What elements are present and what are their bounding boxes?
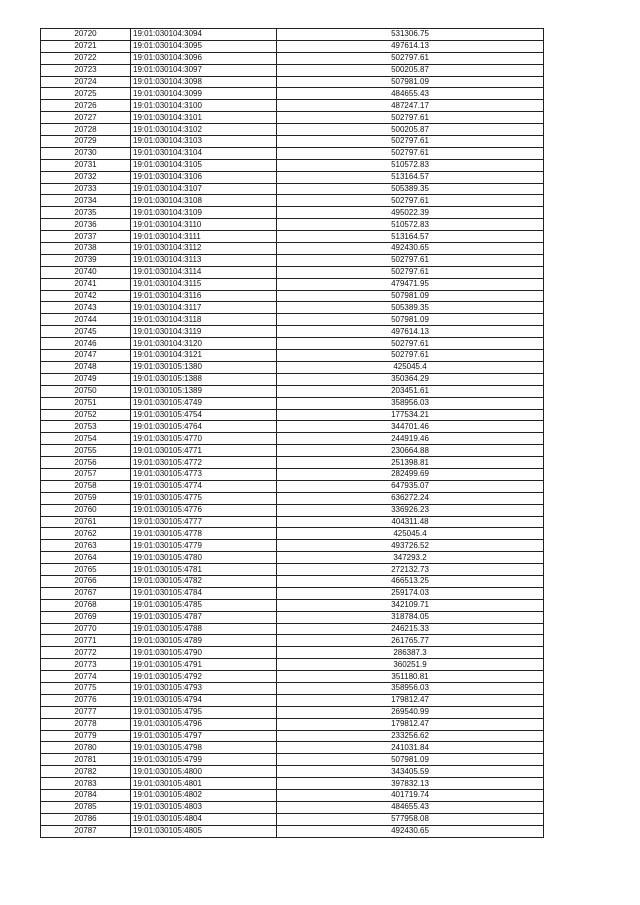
cadastral-value-cell: 502797.61 (277, 254, 544, 266)
cadastral-number-cell: 19:01:030105:4800 (131, 766, 277, 778)
cadastral-value-cell: 497614.13 (277, 40, 544, 52)
cadastral-value-cell: 286387.3 (277, 647, 544, 659)
cadastral-value-cell: 577958.08 (277, 813, 544, 825)
row-number-cell: 20772 (41, 647, 131, 659)
cadastral-value-cell: 531306.75 (277, 29, 544, 41)
cadastral-value-cell: 502797.61 (277, 52, 544, 64)
row-number-cell: 20723 (41, 64, 131, 76)
cadastral-value-cell: 259174.03 (277, 587, 544, 599)
table-row (41, 361, 544, 373)
table-row (41, 231, 544, 243)
cadastral-number-cell: 19:01:030105:4799 (131, 754, 277, 766)
row-number-cell: 20747 (41, 350, 131, 362)
row-number-cell: 20735 (41, 207, 131, 219)
cadastral-number-cell: 19:01:030104:3118 (131, 314, 277, 326)
row-number-cell: 20786 (41, 813, 131, 825)
table-row (41, 338, 544, 350)
table-body (41, 29, 544, 838)
table-row (41, 112, 544, 124)
table-row (41, 659, 544, 671)
cadastral-value-cell: 343405.59 (277, 766, 544, 778)
cadastral-number-cell: 19:01:030105:4790 (131, 647, 277, 659)
cadastral-number-cell: 19:01:030105:4784 (131, 587, 277, 599)
row-number-cell: 20774 (41, 671, 131, 683)
row-number-cell: 20779 (41, 730, 131, 742)
cadastral-value-cell: 493726.52 (277, 540, 544, 552)
cadastral-value-cell: 350364.29 (277, 373, 544, 385)
row-number-cell: 20775 (41, 682, 131, 694)
cadastral-value-cell: 344701.46 (277, 421, 544, 433)
table-row (41, 76, 544, 88)
cadastral-value-cell: 272132.73 (277, 564, 544, 576)
cadastral-value-cell: 505389.35 (277, 302, 544, 314)
table-row (41, 647, 544, 659)
row-number-cell: 20756 (41, 457, 131, 469)
cadastral-value-cell: 244919.46 (277, 433, 544, 445)
table-row (41, 742, 544, 754)
table-row (41, 350, 544, 362)
cadastral-value-cell: 500205.87 (277, 64, 544, 76)
table-row (41, 254, 544, 266)
row-number-cell: 20745 (41, 326, 131, 338)
cadastral-number-cell: 19:01:030104:3102 (131, 124, 277, 136)
cadastral-value-cell: 233256.62 (277, 730, 544, 742)
cadastral-value-cell: 502797.61 (277, 266, 544, 278)
row-number-cell: 20771 (41, 635, 131, 647)
cadastral-number-cell: 19:01:030104:3117 (131, 302, 277, 314)
table-row (41, 504, 544, 516)
cadastral-value-cell: 507981.09 (277, 76, 544, 88)
table-row (41, 29, 544, 41)
cadastral-value-cell: 351180.81 (277, 671, 544, 683)
cadastral-value-cell: 497614.13 (277, 326, 544, 338)
row-number-cell: 20760 (41, 504, 131, 516)
cadastral-number-cell: 19:01:030104:3106 (131, 171, 277, 183)
cadastral-number-cell: 19:01:030105:4794 (131, 694, 277, 706)
cadastral-value-table (40, 28, 544, 838)
cadastral-number-cell: 19:01:030105:4796 (131, 718, 277, 730)
table-row (41, 813, 544, 825)
cadastral-value-cell: 487247.17 (277, 100, 544, 112)
row-number-cell: 20764 (41, 552, 131, 564)
cadastral-value-cell: 342109.71 (277, 599, 544, 611)
cadastral-number-cell: 19:01:030104:3109 (131, 207, 277, 219)
row-number-cell: 20784 (41, 790, 131, 802)
cadastral-number-cell: 19:01:030104:3097 (131, 64, 277, 76)
cadastral-number-cell: 19:01:030105:1388 (131, 373, 277, 385)
table-row (41, 373, 544, 385)
row-number-cell: 20730 (41, 147, 131, 159)
cadastral-number-cell: 19:01:030105:4791 (131, 659, 277, 671)
cadastral-number-cell: 19:01:030105:4778 (131, 528, 277, 540)
cadastral-value-cell: 282499.69 (277, 468, 544, 480)
row-number-cell: 20731 (41, 159, 131, 171)
row-number-cell: 20783 (41, 778, 131, 790)
cadastral-number-cell: 19:01:030104:3103 (131, 136, 277, 148)
row-number-cell: 20755 (41, 445, 131, 457)
table-row (41, 88, 544, 100)
cadastral-value-cell: 425045.4 (277, 361, 544, 373)
cadastral-number-cell: 19:01:030104:3094 (131, 29, 277, 41)
row-number-cell: 20720 (41, 29, 131, 41)
cadastral-value-cell: 397832.13 (277, 778, 544, 790)
cadastral-number-cell: 19:01:030105:4780 (131, 552, 277, 564)
table-row (41, 445, 544, 457)
cadastral-value-cell: 507981.09 (277, 754, 544, 766)
cadastral-number-cell: 19:01:030105:4774 (131, 480, 277, 492)
cadastral-value-cell: 500205.87 (277, 124, 544, 136)
cadastral-value-cell: 647935.07 (277, 480, 544, 492)
cadastral-number-cell: 19:01:030104:3116 (131, 290, 277, 302)
row-number-cell: 20726 (41, 100, 131, 112)
cadastral-value-cell: 502797.61 (277, 350, 544, 362)
row-number-cell: 20777 (41, 706, 131, 718)
row-number-cell: 20781 (41, 754, 131, 766)
cadastral-number-cell: 19:01:030105:4802 (131, 790, 277, 802)
cadastral-number-cell: 19:01:030105:4781 (131, 564, 277, 576)
row-number-cell: 20776 (41, 694, 131, 706)
table-row (41, 694, 544, 706)
row-number-cell: 20744 (41, 314, 131, 326)
cadastral-value-cell: 492430.65 (277, 243, 544, 255)
cadastral-number-cell: 19:01:030105:4779 (131, 540, 277, 552)
row-number-cell: 20770 (41, 623, 131, 635)
table-row (41, 457, 544, 469)
cadastral-value-cell: 347293.2 (277, 552, 544, 564)
table-row (41, 635, 544, 647)
table-row (41, 599, 544, 611)
cadastral-value-cell: 241031.84 (277, 742, 544, 754)
row-number-cell: 20769 (41, 611, 131, 623)
cadastral-number-cell: 19:01:030104:3119 (131, 326, 277, 338)
table-row (41, 207, 544, 219)
cadastral-number-cell: 19:01:030104:3101 (131, 112, 277, 124)
table-row (41, 790, 544, 802)
table-row (41, 718, 544, 730)
row-number-cell: 20725 (41, 88, 131, 100)
table-row (41, 766, 544, 778)
table-row (41, 219, 544, 231)
row-number-cell: 20782 (41, 766, 131, 778)
row-number-cell: 20768 (41, 599, 131, 611)
table-row (41, 575, 544, 587)
cadastral-value-cell: 246215.33 (277, 623, 544, 635)
row-number-cell: 20721 (41, 40, 131, 52)
cadastral-number-cell: 19:01:030105:4773 (131, 468, 277, 480)
cadastral-value-cell: 502797.61 (277, 112, 544, 124)
row-number-cell: 20758 (41, 480, 131, 492)
cadastral-value-cell: 179812.47 (277, 718, 544, 730)
cadastral-number-cell: 19:01:030105:4771 (131, 445, 277, 457)
cadastral-number-cell: 19:01:030105:4798 (131, 742, 277, 754)
row-number-cell: 20753 (41, 421, 131, 433)
cadastral-number-cell: 19:01:030104:3107 (131, 183, 277, 195)
cadastral-number-cell: 19:01:030105:4793 (131, 682, 277, 694)
table-row (41, 183, 544, 195)
table-row (41, 730, 544, 742)
table-row (41, 290, 544, 302)
cadastral-value-cell: 177534.21 (277, 409, 544, 421)
table-row (41, 825, 544, 837)
cadastral-number-cell: 19:01:030105:4782 (131, 575, 277, 587)
table-row (41, 52, 544, 64)
table-row (41, 564, 544, 576)
table-row (41, 171, 544, 183)
cadastral-value-cell: 495022.39 (277, 207, 544, 219)
row-number-cell: 20743 (41, 302, 131, 314)
table-row (41, 611, 544, 623)
row-number-cell: 20733 (41, 183, 131, 195)
cadastral-number-cell: 19:01:030105:4764 (131, 421, 277, 433)
table-row (41, 528, 544, 540)
cadastral-value-cell: 318784.05 (277, 611, 544, 623)
cadastral-number-cell: 19:01:030105:4801 (131, 778, 277, 790)
cadastral-number-cell: 19:01:030104:3112 (131, 243, 277, 255)
cadastral-number-cell: 19:01:030105:4775 (131, 492, 277, 504)
row-number-cell: 20763 (41, 540, 131, 552)
table-row (41, 468, 544, 480)
cadastral-number-cell: 19:01:030104:3104 (131, 147, 277, 159)
cadastral-value-cell: 401719.74 (277, 790, 544, 802)
table-row (41, 433, 544, 445)
row-number-cell: 20729 (41, 136, 131, 148)
cadastral-number-cell: 19:01:030105:4785 (131, 599, 277, 611)
cadastral-value-cell: 360251.9 (277, 659, 544, 671)
cadastral-number-cell: 19:01:030105:1380 (131, 361, 277, 373)
row-number-cell: 20740 (41, 266, 131, 278)
cadastral-value-cell: 203451.61 (277, 385, 544, 397)
cadastral-number-cell: 19:01:030104:3110 (131, 219, 277, 231)
cadastral-number-cell: 19:01:030105:4787 (131, 611, 277, 623)
cadastral-number-cell: 19:01:030104:3098 (131, 76, 277, 88)
row-number-cell: 20738 (41, 243, 131, 255)
row-number-cell: 20780 (41, 742, 131, 754)
cadastral-number-cell: 19:01:030105:4795 (131, 706, 277, 718)
cadastral-value-cell: 507981.09 (277, 314, 544, 326)
row-number-cell: 20787 (41, 825, 131, 837)
row-number-cell: 20767 (41, 587, 131, 599)
table-row (41, 421, 544, 433)
row-number-cell: 20728 (41, 124, 131, 136)
cadastral-value-cell: 336926.23 (277, 504, 544, 516)
table-row (41, 147, 544, 159)
cadastral-number-cell: 19:01:030104:3099 (131, 88, 277, 100)
row-number-cell: 20778 (41, 718, 131, 730)
cadastral-value-cell: 484655.43 (277, 801, 544, 813)
table-row (41, 195, 544, 207)
cadastral-number-cell: 19:01:030105:4777 (131, 516, 277, 528)
cadastral-value-cell: 261765.77 (277, 635, 544, 647)
table-row (41, 159, 544, 171)
cadastral-number-cell: 19:01:030105:4805 (131, 825, 277, 837)
table-row (41, 623, 544, 635)
cadastral-value-cell: 251398.81 (277, 457, 544, 469)
table-row (41, 682, 544, 694)
cadastral-value-cell: 484655.43 (277, 88, 544, 100)
cadastral-value-cell: 510572.83 (277, 219, 544, 231)
cadastral-value-cell: 479471.95 (277, 278, 544, 290)
cadastral-value-cell: 492430.65 (277, 825, 544, 837)
cadastral-number-cell: 19:01:030104:3121 (131, 350, 277, 362)
cadastral-number-cell: 19:01:030104:3114 (131, 266, 277, 278)
row-number-cell: 20754 (41, 433, 131, 445)
table-row (41, 266, 544, 278)
cadastral-number-cell: 19:01:030104:3120 (131, 338, 277, 350)
cadastral-value-cell: 404311.48 (277, 516, 544, 528)
table-row (41, 136, 544, 148)
cadastral-value-cell: 230664.88 (277, 445, 544, 457)
row-number-cell: 20752 (41, 409, 131, 421)
table-row (41, 587, 544, 599)
table-row (41, 492, 544, 504)
cadastral-value-cell: 502797.61 (277, 195, 544, 207)
cadastral-number-cell: 19:01:030104:3111 (131, 231, 277, 243)
row-number-cell: 20761 (41, 516, 131, 528)
cadastral-number-cell: 19:01:030104:3113 (131, 254, 277, 266)
cadastral-number-cell: 19:01:030104:3100 (131, 100, 277, 112)
cadastral-number-cell: 19:01:030104:3105 (131, 159, 277, 171)
table-row (41, 801, 544, 813)
cadastral-number-cell: 19:01:030104:3115 (131, 278, 277, 290)
table-row (41, 540, 544, 552)
cadastral-number-cell: 19:01:030105:4776 (131, 504, 277, 516)
table-row (41, 671, 544, 683)
row-number-cell: 20724 (41, 76, 131, 88)
row-number-cell: 20759 (41, 492, 131, 504)
row-number-cell: 20736 (41, 219, 131, 231)
row-number-cell: 20785 (41, 801, 131, 813)
row-number-cell: 20727 (41, 112, 131, 124)
table-row (41, 552, 544, 564)
row-number-cell: 20749 (41, 373, 131, 385)
cadastral-number-cell: 19:01:030105:4770 (131, 433, 277, 445)
row-number-cell: 20734 (41, 195, 131, 207)
cadastral-value-cell: 179812.47 (277, 694, 544, 706)
row-number-cell: 20746 (41, 338, 131, 350)
cadastral-number-cell: 19:01:030104:3095 (131, 40, 277, 52)
row-number-cell: 20732 (41, 171, 131, 183)
cadastral-value-cell: 502797.61 (277, 136, 544, 148)
row-number-cell: 20765 (41, 564, 131, 576)
row-number-cell: 20757 (41, 468, 131, 480)
cadastral-value-cell: 513164.57 (277, 231, 544, 243)
row-number-cell: 20737 (41, 231, 131, 243)
cadastral-number-cell: 19:01:030105:4804 (131, 813, 277, 825)
table-row (41, 706, 544, 718)
table-row (41, 516, 544, 528)
row-number-cell: 20722 (41, 52, 131, 64)
table-row (41, 754, 544, 766)
cadastral-value-cell: 502797.61 (277, 338, 544, 350)
row-number-cell: 20739 (41, 254, 131, 266)
table-row (41, 243, 544, 255)
cadastral-value-cell: 507981.09 (277, 290, 544, 302)
cadastral-value-cell: 269540.99 (277, 706, 544, 718)
cadastral-number-cell: 19:01:030105:4792 (131, 671, 277, 683)
cadastral-number-cell: 19:01:030104:3108 (131, 195, 277, 207)
row-number-cell: 20762 (41, 528, 131, 540)
table-row (41, 385, 544, 397)
row-number-cell: 20741 (41, 278, 131, 290)
table-row (41, 778, 544, 790)
cadastral-number-cell: 19:01:030105:4803 (131, 801, 277, 813)
cadastral-value-cell: 636272.24 (277, 492, 544, 504)
table-row (41, 326, 544, 338)
table-row (41, 124, 544, 136)
cadastral-number-cell: 19:01:030105:4788 (131, 623, 277, 635)
table-row (41, 480, 544, 492)
cadastral-number-cell: 19:01:030105:4797 (131, 730, 277, 742)
cadastral-number-cell: 19:01:030105:4789 (131, 635, 277, 647)
cadastral-value-cell: 513164.57 (277, 171, 544, 183)
cadastral-number-cell: 19:01:030105:4772 (131, 457, 277, 469)
row-number-cell: 20773 (41, 659, 131, 671)
table-row (41, 302, 544, 314)
cadastral-value-cell: 505389.35 (277, 183, 544, 195)
table-row (41, 40, 544, 52)
table-row (41, 100, 544, 112)
table-row (41, 278, 544, 290)
cadastral-value-cell: 358956.03 (277, 682, 544, 694)
cadastral-value-cell: 425045.4 (277, 528, 544, 540)
cadastral-value-cell: 510572.83 (277, 159, 544, 171)
row-number-cell: 20750 (41, 385, 131, 397)
cadastral-number-cell: 19:01:030105:4754 (131, 409, 277, 421)
cadastral-number-cell: 19:01:030105:1389 (131, 385, 277, 397)
row-number-cell: 20742 (41, 290, 131, 302)
row-number-cell: 20751 (41, 397, 131, 409)
cadastral-value-cell: 466513.25 (277, 575, 544, 587)
table-row (41, 314, 544, 326)
table-row (41, 397, 544, 409)
row-number-cell: 20748 (41, 361, 131, 373)
table-row (41, 64, 544, 76)
cadastral-value-cell: 358956.03 (277, 397, 544, 409)
cadastral-number-cell: 19:01:030104:3096 (131, 52, 277, 64)
table-row (41, 409, 544, 421)
cadastral-number-cell: 19:01:030105:4749 (131, 397, 277, 409)
row-number-cell: 20766 (41, 575, 131, 587)
cadastral-value-cell: 502797.61 (277, 147, 544, 159)
